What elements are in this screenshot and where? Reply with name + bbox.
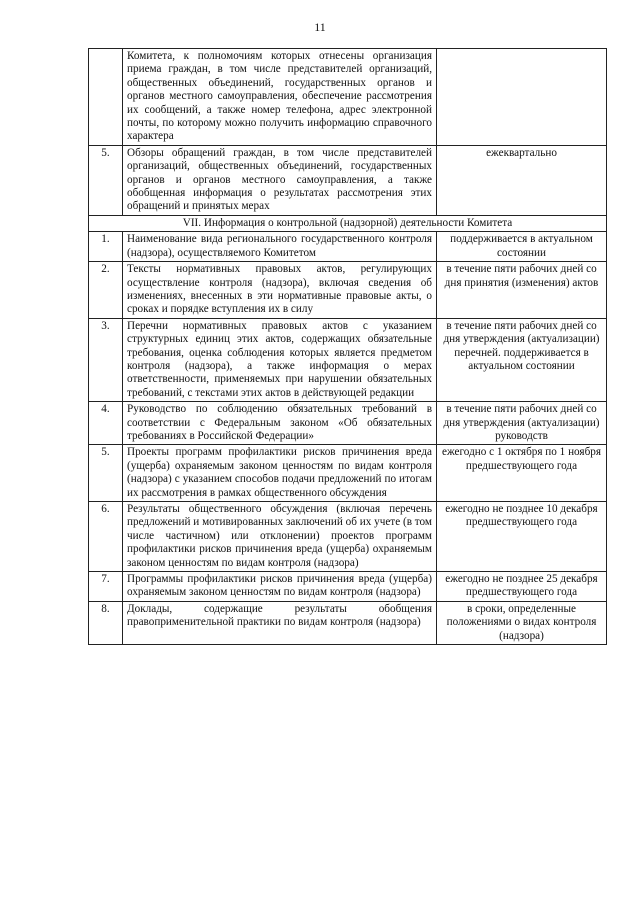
row-deadline: в течение пяти рабочих дней со дня утверждения (актуализации) перечней. поддерживается в актуальном состоянии <box>437 318 607 401</box>
row-number: 5. <box>89 145 123 215</box>
table-row <box>89 502 607 572</box>
section-header-row <box>89 215 607 231</box>
row-deadline: поддерживается в актуальном состоянии <box>437 232 607 262</box>
information-table <box>88 48 607 645</box>
row-number <box>89 49 123 146</box>
table-row <box>89 145 607 215</box>
row-description: Комитета, к полномочиям которых отнесены организация приема граждан, в том числе представителей организаций, общественных объединений, государственных органов и органов местного самоуправления, обеспечение рассмотрения их сообщений, а также номер телефона, адрес электронной почты, по которому можно получить информацию справочного характера <box>123 49 437 146</box>
row-number: 2. <box>89 262 123 319</box>
table-row <box>89 49 607 146</box>
row-number: 1. <box>89 232 123 262</box>
table-row <box>89 445 607 502</box>
row-deadline: в течение пяти рабочих дней со дня принятия (изменения) актов <box>437 262 607 319</box>
row-description: Доклады, содержащие результаты обобщения правоприменительной практики по видам контроля (надзора) <box>123 601 437 644</box>
row-description: Наименование вида регионального государственного контроля (надзора), осуществляемого Комитетом <box>123 232 437 262</box>
row-deadline: ежегодно не позднее 25 декабря предшествующего года <box>437 572 607 602</box>
section-title: VII. Информация о контрольной (надзорной) деятельности Комитета <box>89 215 607 231</box>
row-description: Результаты общественного обсуждения (включая перечень предложений и мотивированных заключений об их учете (в том числе частичном) или отклонении) проектов программ профилактики рисков причинения вреда (ущерба) охраняемым законом ценностям по видам контроля (надзора) <box>123 502 437 572</box>
table-row <box>89 262 607 319</box>
page-number: 11 <box>314 20 326 34</box>
row-number: 6. <box>89 502 123 572</box>
table-row <box>89 572 607 602</box>
row-deadline: ежегодно не позднее 10 декабря предшествующего года <box>437 502 607 572</box>
row-number: 7. <box>89 572 123 602</box>
row-number: 3. <box>89 318 123 401</box>
row-description: Перечни нормативных правовых актов с указанием структурных единиц этих актов, содержащих обязательные требования, оценка соблюдения которых является предметом контроля (надзора), а также информация о мерах ответственности, применяемых при нарушении обязательных требований, с текстами этих актов в действующей редакции <box>123 318 437 401</box>
row-number: 8. <box>89 601 123 644</box>
row-number: 5. <box>89 445 123 502</box>
row-description: Руководство по соблюдению обязательных требований в соответствии с Федеральным законом «Об обязательных требованиях в Российской Федерации» <box>123 402 437 445</box>
row-number: 4. <box>89 402 123 445</box>
row-deadline: ежегодно с 1 октября по 1 ноября предшествующего года <box>437 445 607 502</box>
table-row <box>89 601 607 644</box>
row-deadline: ежеквартально <box>437 145 607 215</box>
row-deadline: в сроки, определенные положениями о видах контроля (надзора) <box>437 601 607 644</box>
row-description: Программы профилактики рисков причинения вреда (ущерба) охраняемым законом ценностям по видам контроля (надзора) <box>123 572 437 602</box>
row-description: Проекты программ профилактики рисков причинения вреда (ущерба) охраняемым законом ценностям по видам контроля (надзора) с указанием способов подачи предложений по итогам их рассмотрения в рамках общественного обсуждения <box>123 445 437 502</box>
row-description: Обзоры обращений граждан, в том числе представителей организаций, общественных объединений, государственных органов и органов местного самоуправления, а также обобщенная информация о результатах рассмотрения этих обращений и принятых мерах <box>123 145 437 215</box>
table-row <box>89 402 607 445</box>
table-row <box>89 318 607 401</box>
row-description: Тексты нормативных правовых актов, регулирующих осуществление контроля (надзора), включая сведения об изменениях, внесенных в эти нормативные правовые акты, о сроках и порядке вступления их в силу <box>123 262 437 319</box>
row-deadline: в течение пяти рабочих дней со дня утверждения (актуализации) руководств <box>437 402 607 445</box>
row-deadline <box>437 49 607 146</box>
table-row <box>89 232 607 262</box>
